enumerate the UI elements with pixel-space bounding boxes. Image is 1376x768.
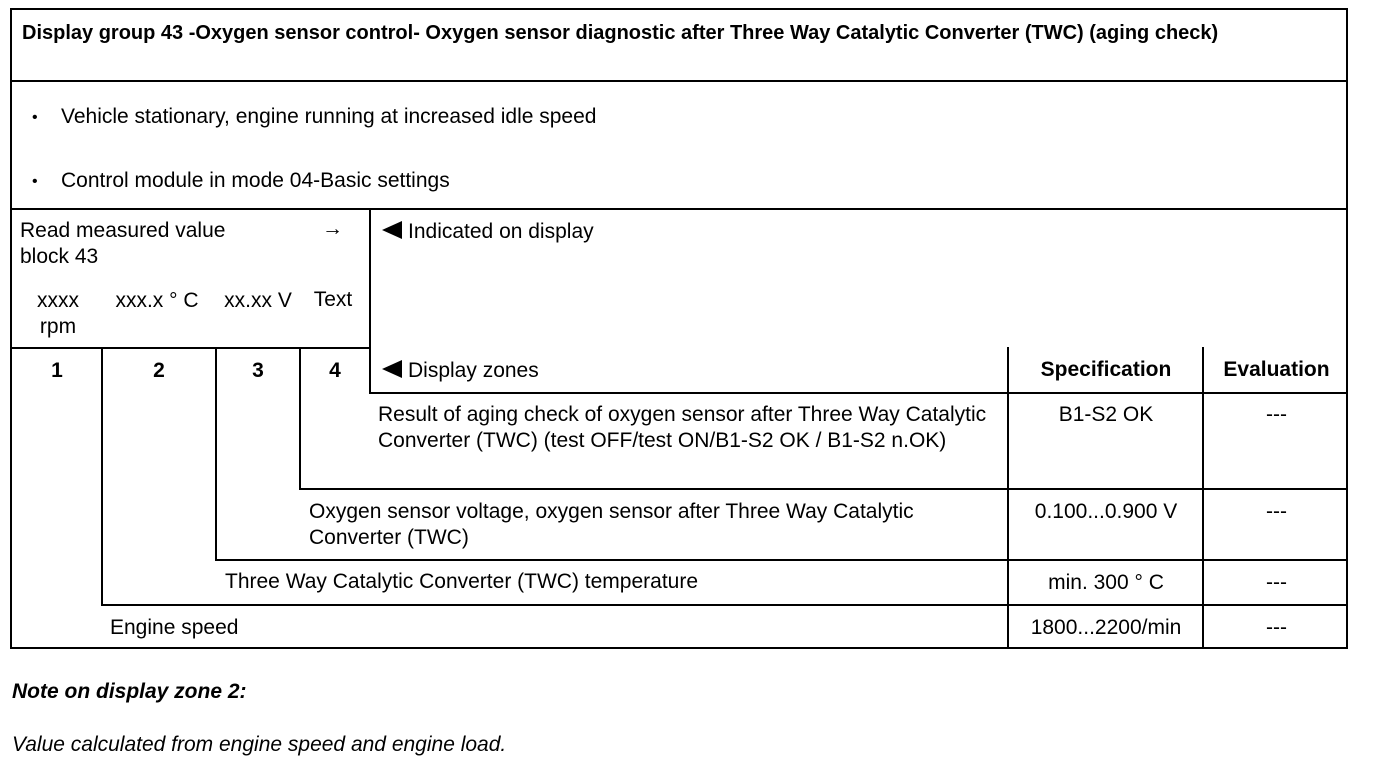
row-evaluation-1: ---	[1266, 616, 1287, 639]
row-specification-2: min. 300 ° C	[1048, 571, 1164, 594]
read-block-label: Read measured value block 43	[20, 219, 226, 268]
row-specification-4: B1-S2 OK	[1058, 403, 1154, 426]
row-evaluation-3: ---	[1266, 500, 1287, 523]
row-description-4: Result of aging check of oxygen sensor after Three Way Catalytic Converter (TWC) (test OFF/test ON/B1-S2 OK / B1-S2 n.OK)	[378, 403, 987, 452]
unit-celsius: xxx.x ° C	[115, 289, 199, 312]
unit-text: Text	[313, 288, 353, 311]
divider	[10, 208, 1348, 210]
unit-rpm: xxxx rpm	[37, 289, 79, 338]
zone-line-3	[299, 347, 301, 490]
zone-number-2: 2	[153, 359, 165, 382]
zone-number-1: 1	[51, 359, 63, 382]
bullet-icon: •	[32, 173, 38, 190]
row-evaluation-2: ---	[1266, 571, 1287, 594]
note-text: Value calculated from engine speed and engine load.	[12, 733, 507, 756]
indicated-label: Indicated on display	[408, 220, 594, 243]
arrow-right-icon: →	[322, 217, 343, 240]
row-specification-3: 0.100...0.900 V	[1034, 500, 1178, 523]
row-description-3: Oxygen sensor voltage, oxygen sensor after Three Way Catalytic Converter (TWC)	[309, 500, 914, 549]
indicated-on-display	[382, 220, 594, 244]
divider	[10, 347, 371, 349]
triangle-left-icon	[382, 360, 402, 378]
condition-2: Control module in mode 04-Basic settings	[61, 169, 450, 192]
page-title: Display group 43 -Oxygen sensor control- Oxygen sensor diagnostic after Three Way Catalytic Converter (TWC) (aging check)	[22, 22, 1219, 44]
zone-line-2	[215, 347, 217, 560]
divider	[215, 559, 1348, 561]
note-heading: Note on display zone 2:	[12, 680, 247, 703]
display-zones-header	[382, 359, 539, 383]
bullet-icon: •	[32, 109, 38, 126]
divider	[101, 604, 1348, 606]
display-zones-label: Display zones	[408, 359, 539, 382]
evaluation-header: Evaluation	[1223, 358, 1330, 381]
triangle-left-icon	[382, 221, 402, 239]
unit-volts: xx.xx V	[224, 289, 292, 312]
divider	[10, 80, 1348, 82]
row-description-1: Engine speed	[110, 616, 239, 639]
divider	[299, 488, 1348, 490]
row-evaluation-4: ---	[1266, 403, 1287, 426]
row-description-2: Three Way Catalytic Converter (TWC) temperature	[225, 570, 699, 593]
zone-number-3: 3	[252, 359, 264, 382]
condition-1: Vehicle stationary, engine running at increased idle speed	[61, 105, 597, 128]
zone-number-4: 4	[329, 359, 341, 382]
specification-header: Specification	[1040, 358, 1172, 381]
zone-line-1	[101, 347, 103, 605]
row-specification-1: 1800...2200/min	[1030, 616, 1182, 639]
